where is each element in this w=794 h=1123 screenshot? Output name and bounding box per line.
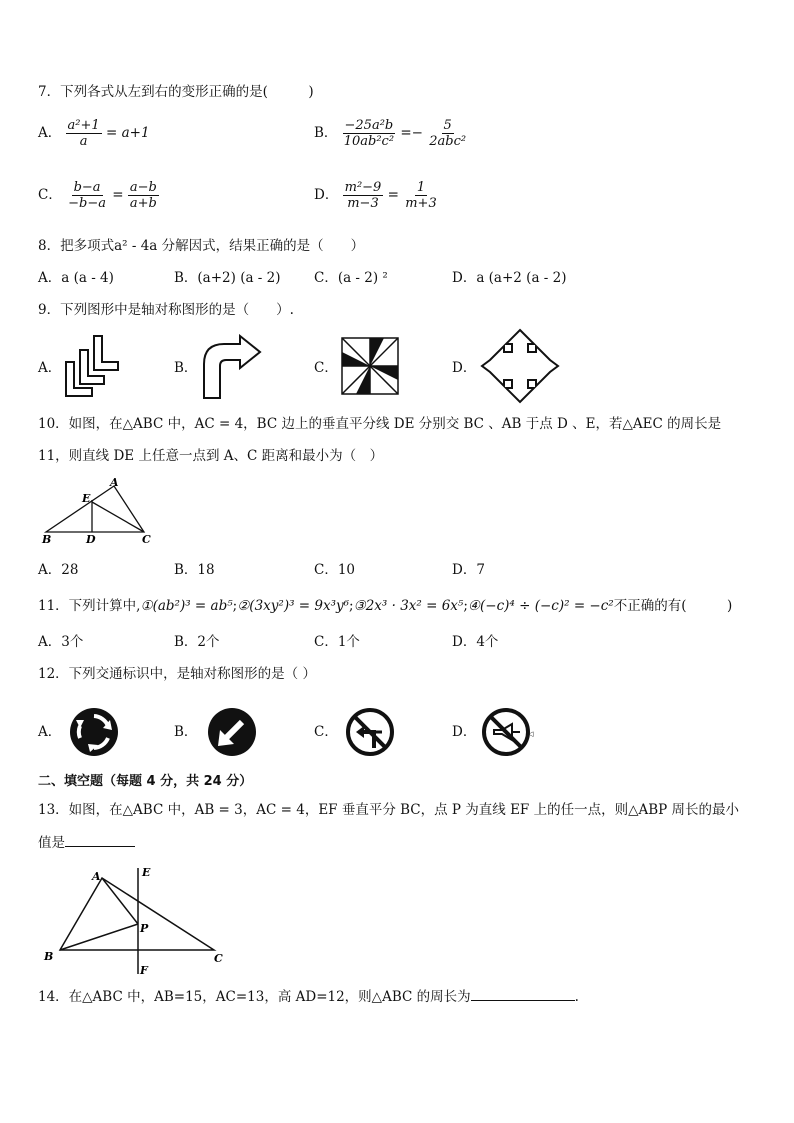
q8-stem: 8．把多项式a² - 4a 分解因式，结果正确的是（ ） (38, 238, 365, 254)
no-left-turn-sign-icon (344, 706, 396, 758)
q7-stem: 7．下列各式从左到右的变形正确的是( ) (38, 84, 314, 100)
q10-triangle-figure (36, 476, 166, 548)
q10-option-b[interactable]: B．18 (174, 562, 215, 578)
q13-stem-line2: 值是 (38, 832, 135, 853)
no-honking-sign-icon (480, 706, 534, 758)
four-arrow-star-figure (480, 328, 560, 404)
q7-option-c[interactable]: C． $\frac{b-a}{-b-a}$ = $\frac{a-b}{a+b}$ (38, 180, 157, 211)
answer-blank[interactable] (471, 986, 575, 1001)
answer-blank[interactable] (65, 832, 135, 847)
q8-option-c[interactable]: C．(a - 2) ² (314, 270, 388, 286)
q11-option-d[interactable]: D．4个 (452, 634, 499, 650)
q12-option-a[interactable]: A． (38, 724, 62, 740)
option-label: C． (38, 187, 62, 203)
q12-option-c[interactable]: C． (314, 724, 338, 740)
q8-option-d[interactable]: D．a (a+2 (a - 2) (452, 270, 567, 286)
fraction: $\frac{\text{−25a²b}}{\text{10ab²c²}}$ (343, 118, 395, 149)
q9-stem: 9．下列图形中是轴对称图形的是（ ）. (38, 302, 294, 318)
q8-option-a[interactable]: A．a (a - 4) (38, 270, 114, 286)
label-p: P (140, 922, 149, 935)
q11-option-a[interactable]: A．3个 (38, 634, 84, 650)
q10-stem-line1: 10．如图，在△ABC 中，AC = 4，BC 边上的垂直平分线 DE 分别交 BC 、AB 于点 D 、E，若△AEC 的周长是 (38, 416, 722, 432)
fraction: $\frac{b-a}{-b-a}$ (68, 180, 106, 211)
q14-stem: 14．在△ABC 中，AB=15，AC=13，高 AD=12，则△ABC 的周长为 . (38, 986, 579, 1007)
q11-option-c[interactable]: C．1个 (314, 634, 360, 650)
q11-stem: 11．下列计算中,①(ab²)³ = ab⁵;②(3xy²)³ = 9x³y⁶;③2x³ · 3x² = 6x⁵;④(−c)⁴ ÷ (−c)² = −c²不正确的有( ) (38, 598, 733, 614)
q12-stem: 12．下列交通标识中，是轴对称图形的是（ ） (38, 666, 316, 682)
option-label: B． (314, 125, 338, 141)
pinwheel-figure (338, 334, 402, 400)
diagonal-arrow-sign-icon (206, 706, 258, 758)
label-d: D (86, 533, 96, 546)
q10-option-d[interactable]: D．7 (452, 562, 485, 578)
q9-option-c[interactable]: C． (314, 360, 338, 376)
q9-option-d[interactable]: D． (452, 360, 477, 376)
label-a: A (110, 476, 119, 489)
q10-stem-line2: 11，则直线 DE 上任意一点到 A、C 距离和最小为（ ） (38, 448, 384, 464)
q10-option-c[interactable]: C．10 (314, 562, 356, 578)
fraction: $\frac{1}{m+3}$ (405, 180, 437, 211)
fraction: $\frac{5}{\text{2abc²}}$ (429, 118, 467, 149)
q11-option-b[interactable]: B．2个 (174, 634, 220, 650)
q7-option-b[interactable]: B． $\frac{\text{−25a²b}}{\text{10ab²c²}}$ =− $\frac{5}{\text{2abc²}}$ (314, 118, 467, 149)
label-b: B (42, 533, 52, 546)
label-c: C (142, 533, 151, 546)
fraction: $\frac{\text{m²−9}}{m-3}$ (344, 180, 382, 211)
option-label: A． (38, 125, 62, 141)
roundabout-sign-icon (68, 706, 120, 758)
q7-option-d[interactable]: D． $\frac{\text{m²−9}}{m-3}$ = $\frac{1}{m+3}$ (314, 180, 437, 211)
q9-option-a[interactable]: A． (38, 360, 62, 376)
label-f: F (140, 964, 148, 977)
option-label: D． (314, 187, 339, 203)
curved-arrow-figure (200, 334, 264, 400)
label-c: C (214, 952, 223, 965)
q12-option-d[interactable]: D． (452, 724, 477, 740)
q7-option-a[interactable]: A． $\frac{\text{a²+1}}{a}$ = a+1 (38, 118, 150, 149)
label-b: B (44, 950, 54, 963)
fraction: $\frac{\text{a²+1}}{a}$ (67, 118, 100, 149)
label-a: A (92, 870, 101, 883)
q9-option-b[interactable]: B． (174, 360, 198, 376)
q12-option-b[interactable]: B． (174, 724, 198, 740)
fraction: $\frac{a-b}{a+b}$ (129, 180, 157, 211)
label-e: E (82, 492, 91, 505)
stacked-l-shapes-figure (62, 332, 122, 400)
q13-stem-line1: 13．如图，在△ABC 中，AB = 3，AC = 4，EF 垂直平分 BC，点 P 为直线 EF 上的任一点，则△ABP 周长的最小 (38, 802, 740, 818)
svg-text:◁: ◁ (528, 730, 534, 738)
q8-option-b[interactable]: B．(a+2) (a - 2) (174, 270, 281, 286)
section2-heading: 二、填空题（每题 4 分，共 24 分） (38, 774, 253, 789)
q10-option-a[interactable]: A．28 (38, 562, 79, 578)
q13-triangle-figure (40, 862, 240, 978)
label-e: E (142, 866, 151, 879)
